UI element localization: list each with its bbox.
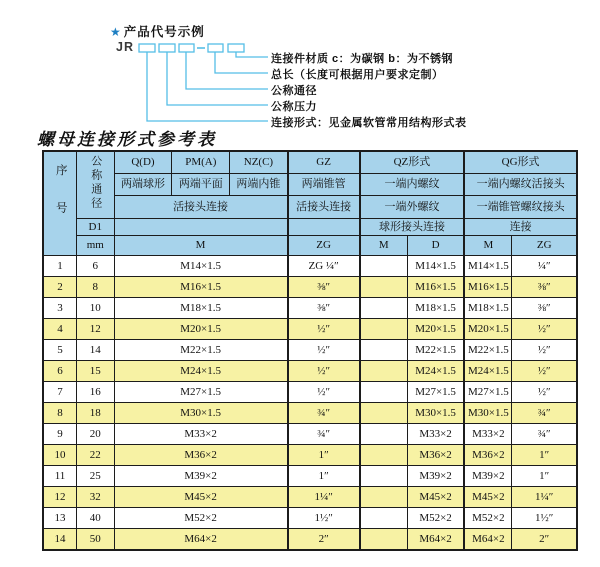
cell-gz: 1¼″ — [288, 487, 360, 508]
d1-blank-left — [114, 219, 288, 236]
table-title: 螺母连接形式参考表 — [37, 130, 217, 149]
connection-union: 活接头连接 — [114, 196, 288, 219]
cell-qg-m: M30×1.5 — [464, 403, 512, 424]
cell-dn: 22 — [76, 445, 114, 466]
diagram-label-material: 连接件材质 c：为碳钢 b：为不锈钢 — [271, 53, 453, 65]
cell-qg-m: M39×2 — [464, 466, 512, 487]
diagram-heading — [110, 22, 205, 40]
table-row — [43, 403, 577, 424]
table-row — [43, 256, 577, 277]
d1-label: D1 — [76, 219, 114, 236]
cell-m: M22×1.5 — [114, 340, 288, 361]
cell-qg-m: M52×2 — [464, 508, 512, 529]
cell-seq: 10 — [43, 445, 76, 466]
cell-qg-m: M24×1.5 — [464, 361, 512, 382]
cell-dn: 6 — [76, 256, 114, 277]
cell-gz: 2″ — [288, 529, 360, 551]
cell-qz-m — [360, 403, 408, 424]
cell-qg-zg: 1½″ — [512, 508, 577, 529]
cell-dn: 18 — [76, 403, 114, 424]
cell-qz-d: M33×2 — [407, 424, 464, 445]
cell-m: M27×1.5 — [114, 382, 288, 403]
cell-qz-d: M16×1.5 — [407, 277, 464, 298]
end-type-qz: 一端内螺纹 — [360, 174, 465, 196]
d1-blank-gz — [288, 219, 360, 236]
group-header-nzc: NZ(C) — [230, 151, 288, 174]
cell-seq: 7 — [43, 382, 76, 403]
cell-qz-m — [360, 508, 408, 529]
cell-gz: ½″ — [288, 361, 360, 382]
cell-seq: 4 — [43, 319, 76, 340]
cell-m: M20×1.5 — [114, 319, 288, 340]
cell-seq: 13 — [43, 508, 76, 529]
diagram-label-connection: 连接形式：见金属软管常用结构形式表 — [271, 117, 467, 129]
cell-qz-m — [360, 319, 408, 340]
cell-qg-zg: ¼″ — [512, 256, 577, 277]
cell-m: M52×2 — [114, 508, 288, 529]
cell-qz-m — [360, 340, 408, 361]
group-header-qd: Q(D) — [114, 151, 172, 174]
code-box — [208, 44, 223, 52]
cell-qz-m — [360, 424, 408, 445]
cell-dn: 14 — [76, 340, 114, 361]
end-type-nzc: 两端内锥 — [230, 174, 288, 196]
table-row — [43, 319, 577, 340]
cell-qg-m: M18×1.5 — [464, 298, 512, 319]
cell-qz-d: M18×1.5 — [407, 298, 464, 319]
cell-qz-d: M64×2 — [407, 529, 464, 551]
code-box — [159, 44, 175, 52]
diagram-label-length: 总长（长度可根据用户要求定制） — [271, 69, 444, 81]
table-row — [43, 424, 577, 445]
group-header-qz: QZ形式 — [360, 151, 465, 174]
end-type-gz: 两端锥管 — [288, 174, 360, 196]
cell-seq: 8 — [43, 403, 76, 424]
cell-seq: 14 — [43, 529, 76, 551]
cell-gz: 1″ — [288, 466, 360, 487]
cell-m: M45×2 — [114, 487, 288, 508]
code-prefix: JR — [116, 40, 134, 54]
connector-line — [236, 52, 268, 57]
unit-m-qz: M — [360, 236, 408, 256]
cell-qz-d: M20×1.5 — [407, 319, 464, 340]
unit-zg-gz: ZG — [288, 236, 360, 256]
cell-qg-m: M36×2 — [464, 445, 512, 466]
cell-qz-d: M24×1.5 — [407, 361, 464, 382]
cell-qg-m: M33×2 — [464, 424, 512, 445]
cell-dn: 15 — [76, 361, 114, 382]
cell-qz-d: M52×2 — [407, 508, 464, 529]
cell-qg-m: M27×1.5 — [464, 382, 512, 403]
table-row — [43, 277, 577, 298]
cell-gz: 1½″ — [288, 508, 360, 529]
cell-dn: 10 — [76, 298, 114, 319]
cell-qg-m: M16×1.5 — [464, 277, 512, 298]
cell-m: M24×1.5 — [114, 361, 288, 382]
cell-seq: 11 — [43, 466, 76, 487]
unit-d-qz: D — [407, 236, 464, 256]
cell-m: M33×2 — [114, 424, 288, 445]
cell-qz-m — [360, 487, 408, 508]
header-row-connection — [43, 196, 577, 219]
cell-gz: ZG ¼″ — [288, 256, 360, 277]
cell-qz-m — [360, 466, 408, 487]
cell-qz-m — [360, 445, 408, 466]
table-row — [43, 508, 577, 529]
table-row — [43, 466, 577, 487]
cell-seq: 5 — [43, 340, 76, 361]
cell-qz-m — [360, 277, 408, 298]
table-row — [43, 298, 577, 319]
cell-qg-m: M20×1.5 — [464, 319, 512, 340]
code-box — [228, 44, 244, 52]
diagram-label-diameter: 公称通径 — [271, 85, 317, 97]
cell-qz-m — [360, 361, 408, 382]
cell-seq: 6 — [43, 361, 76, 382]
unit-m-qg: M — [464, 236, 512, 256]
cell-dn: 16 — [76, 382, 114, 403]
table-row — [43, 361, 577, 382]
cell-dn: 50 — [76, 529, 114, 551]
cell-dn: 25 — [76, 466, 114, 487]
header-row-groups — [43, 151, 577, 174]
cell-seq: 12 — [43, 487, 76, 508]
cell-gz: ¾″ — [288, 424, 360, 445]
cell-dn: 8 — [76, 277, 114, 298]
cell-qg-zg: ½″ — [512, 382, 577, 403]
star-icon: ★ — [110, 25, 122, 39]
cell-gz: ⅜″ — [288, 277, 360, 298]
diagram-heading-text: 产品代号示例 — [123, 25, 205, 39]
cell-qg-zg: ¾″ — [512, 403, 577, 424]
cell-gz: ½″ — [288, 382, 360, 403]
connector-line — [147, 52, 268, 121]
nut-connection-table — [42, 150, 578, 551]
table-row — [43, 445, 577, 466]
cell-qz-m — [360, 256, 408, 277]
cell-seq: 2 — [43, 277, 76, 298]
group-header-gz: GZ — [288, 151, 360, 174]
cell-qg-zg: 1¼″ — [512, 487, 577, 508]
cell-seq: 1 — [43, 256, 76, 277]
cell-gz: ½″ — [288, 340, 360, 361]
cell-qz-m — [360, 298, 408, 319]
cell-qg-zg: ½″ — [512, 340, 577, 361]
reference-table — [42, 150, 578, 551]
diagram-label-pressure: 公称压力 — [271, 101, 317, 113]
header-row-d1 — [43, 219, 577, 236]
cell-gz: 1″ — [288, 445, 360, 466]
cell-qz-d: M36×2 — [407, 445, 464, 466]
code-box — [139, 44, 155, 52]
table-row — [43, 529, 577, 551]
cell-m: M18×1.5 — [114, 298, 288, 319]
connector-line — [215, 52, 268, 73]
header-row-endtypes — [43, 174, 577, 196]
cell-dn: 32 — [76, 487, 114, 508]
connector-line — [167, 52, 268, 105]
cell-m: M39×2 — [114, 466, 288, 487]
unit-m-wide: M — [114, 236, 288, 256]
cell-qg-zg: ⅜″ — [512, 277, 577, 298]
cell-qg-zg: ½″ — [512, 361, 577, 382]
group-header-pma: PM(A) — [172, 151, 230, 174]
cell-seq: 9 — [43, 424, 76, 445]
cell-qg-zg: ¾″ — [512, 424, 577, 445]
end-type-pma: 两端平面 — [172, 174, 230, 196]
cell-gz: ⅜″ — [288, 298, 360, 319]
table-row — [43, 382, 577, 403]
cell-qg-m: M14×1.5 — [464, 256, 512, 277]
connection-union-gz: 活接头连接 — [288, 196, 360, 219]
cell-qz-m — [360, 529, 408, 551]
cell-qg-zg: 1″ — [512, 445, 577, 466]
group-header-qg: QG形式 — [464, 151, 577, 174]
cell-qg-m: M64×2 — [464, 529, 512, 551]
cell-qg-m: M45×2 — [464, 487, 512, 508]
connection-label: 连接 — [464, 219, 577, 236]
cell-m: M36×2 — [114, 445, 288, 466]
cell-qz-m — [360, 382, 408, 403]
col-header-dn: 公称通径 — [76, 151, 114, 219]
cell-qg-m: M22×1.5 — [464, 340, 512, 361]
cell-dn: 40 — [76, 508, 114, 529]
cell-dn: 20 — [76, 424, 114, 445]
cell-m: M64×2 — [114, 529, 288, 551]
cell-m: M30×1.5 — [114, 403, 288, 424]
cell-qg-zg: ⅜″ — [512, 298, 577, 319]
connection-ext-thread: 一端外螺纹 — [360, 196, 465, 219]
cell-qz-d: M39×2 — [407, 466, 464, 487]
unit-zg-qg: ZG — [512, 236, 577, 256]
connection-taper-thread: 一端锥管螺纹接头 — [464, 196, 577, 219]
ball-joint-connection: 球形接头连接 — [360, 219, 465, 236]
cell-dn: 12 — [76, 319, 114, 340]
code-box — [179, 44, 194, 52]
end-type-qd: 两端球形 — [114, 174, 172, 196]
cell-qg-zg: 1″ — [512, 466, 577, 487]
cell-m: M14×1.5 — [114, 256, 288, 277]
cell-qg-zg: ½″ — [512, 319, 577, 340]
col-header-seq: 序号 — [43, 151, 76, 256]
cell-m: M16×1.5 — [114, 277, 288, 298]
cell-qz-d: M14×1.5 — [407, 256, 464, 277]
cell-gz: ½″ — [288, 319, 360, 340]
cell-qz-d: M22×1.5 — [407, 340, 464, 361]
cell-qg-zg: 2″ — [512, 529, 577, 551]
table-row — [43, 340, 577, 361]
end-type-qg: 一端内螺纹活接头 — [464, 174, 577, 196]
table-row — [43, 487, 577, 508]
header-row-units — [43, 236, 577, 256]
cell-gz: ¾″ — [288, 403, 360, 424]
cell-qz-d: M27×1.5 — [407, 382, 464, 403]
cell-qz-d: M30×1.5 — [407, 403, 464, 424]
cell-seq: 3 — [43, 298, 76, 319]
unit-mm: mm — [76, 236, 114, 256]
cell-qz-d: M45×2 — [407, 487, 464, 508]
